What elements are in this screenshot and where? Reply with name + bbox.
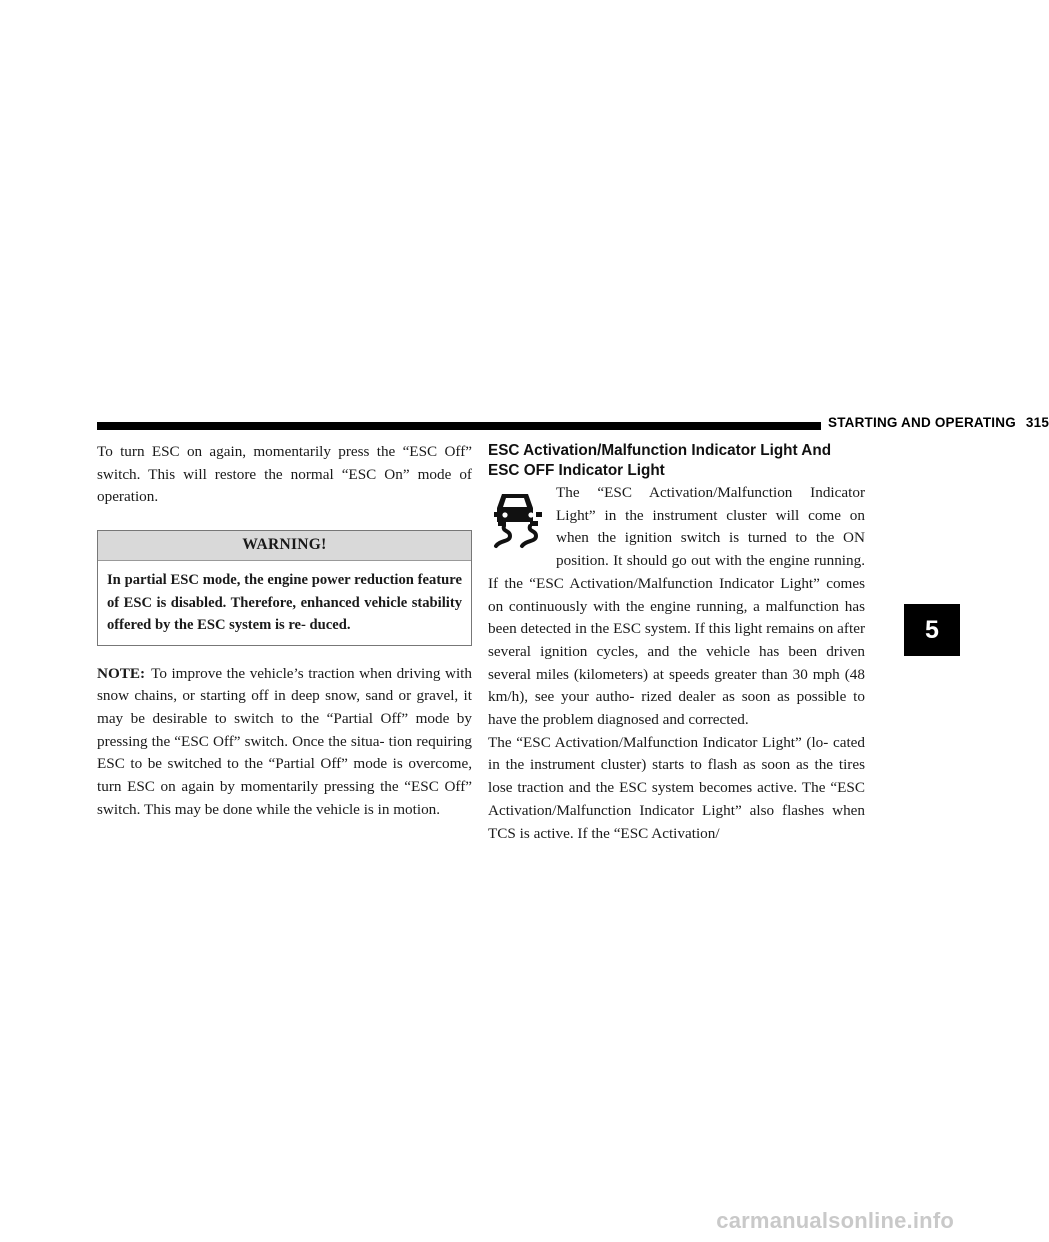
right-column xyxy=(488,441,865,845)
watermark: carmanualsonline.info xyxy=(716,1208,954,1233)
intro-paragraph: To turn ESC on again, momentarily press the “ESC Off” switch. This will restore the normal “ESC On” mode of operation. xyxy=(97,443,472,506)
chapter-tab: 5 xyxy=(904,604,960,656)
section-heading: ESC Activation/Malfunction Indicator Light And ESC OFF Indicator Light xyxy=(488,442,832,479)
section-title: STARTING AND OPERATING xyxy=(828,415,1016,430)
indicator-paragraph-2: The “ESC Activation/Malfunction Indicator Light” (lo- cated in the instrument cluster) starts to flash as soon as the tires lose traction and the ESC system becomes active. The “ESC Activation/Malfunction Indicator Light” also flashes when TCS is active. If the “ESC Activation/ xyxy=(488,733,865,842)
note-paragraph xyxy=(97,663,472,822)
note-label: NOTE: xyxy=(97,664,146,682)
esc-skid-car-icon xyxy=(488,488,548,550)
header-rule xyxy=(97,422,821,430)
indicator-paragraph-1: The “ESC Activation/Malfunction Indicator Light” in the instrument cluster will come on when the ignition switch is turned to the ON position. It should go out with the engine running. If the “ESC Activation/Malfunction Indicator Light” comes on continuously with the engine running, a malfunction has been detected in the ESC system. If this light remains on after several ignition cycles, and the vehicle has been driven several miles (kilometers) at speeds greater than 30 mph (48 km/h), see your autho- rized dealer as soon as possible to have the problem diagnosed and corrected. xyxy=(488,484,865,729)
note-text: To improve the vehicle’s traction when driving with snow chains, or starting off in deep snow, sand or gravel, it may be desirable to switch to the “Partial Off” mode by pressing the “ESC Off” switch. Once the situa- tion requiring ESC to be switched to the “Partial Off” mode is overcome, turn ESC on again by momentarily pressing the “ESC Off” switch. This may be done while the vehicle is in motion. xyxy=(97,664,472,818)
running-header xyxy=(828,415,1049,430)
warning-box xyxy=(97,530,472,646)
left-column xyxy=(97,441,472,822)
page-number: 315 xyxy=(1025,415,1049,430)
warning-title: WARNING! xyxy=(98,531,471,561)
warning-body: In partial ESC mode, the engine power reduction feature of ESC is disabled. Therefore, enhanced vehicle stability offered by the ESC system is re- duced. xyxy=(107,572,462,634)
